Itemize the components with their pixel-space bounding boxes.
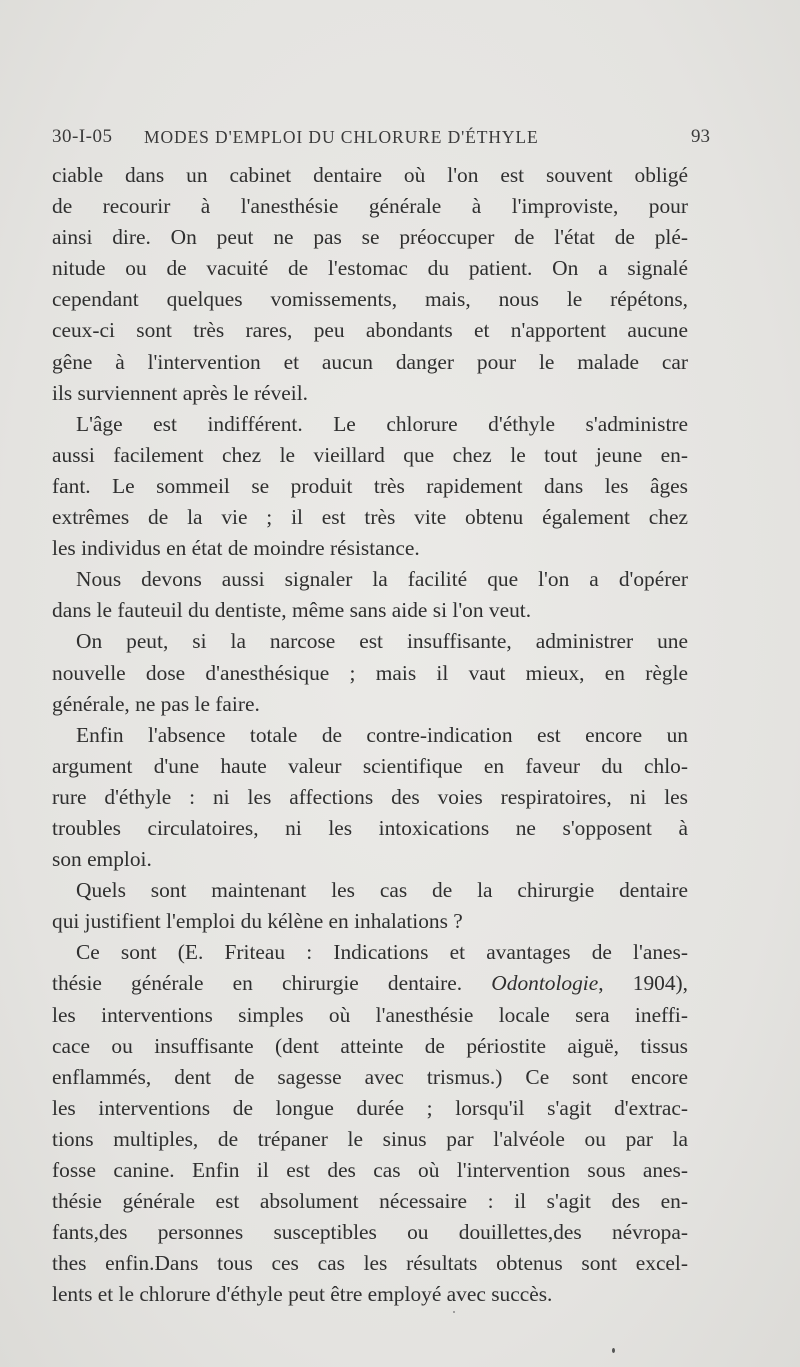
paragraph [52, 160, 688, 409]
text-line: les individus en état de moindre résistance. [52, 536, 420, 561]
text-line: On peut, si la narcose est insuffisante, administrer une [76, 629, 688, 654]
page-number: 93 [691, 126, 710, 147]
text-line: les interventions simples où l'anesthésie locale sera ineffi- [52, 1002, 688, 1027]
paragraph [52, 875, 688, 937]
text-line: troubles circulatoires, ni les intoxications ne s'opposent à [52, 815, 688, 840]
text-line-with-italic [52, 968, 688, 999]
paragraph [52, 409, 688, 564]
text-line: fant. Le sommeil se produit très rapidement dans les âges [52, 473, 688, 498]
text-line: Enfin l'absence totale de contre-indication est encore un [76, 722, 688, 747]
text-line: ils surviennent après le réveil. [52, 380, 309, 405]
text-line: ciable dans un cabinet dentaire où l'on est souvent obligé [52, 163, 688, 187]
text-line: son emploi. [52, 847, 152, 872]
text-line: lents et le chlorure d'éthyle peut être employé avec succès. [52, 1282, 553, 1307]
text-line: qui justifient l'emploi du kélène en inhalations ? [52, 909, 463, 934]
text-line: L'âge est indifférent. Le chlorure d'éthyle s'administre [76, 411, 688, 436]
text-line: thes enfin.Dans tous ces cas les résultats obtenus sont excel- [52, 1251, 688, 1276]
text-line: rure d'éthyle : ni les affections des voies respiratoires, ni les [52, 784, 688, 809]
paragraph [52, 720, 688, 875]
text-line: cependant quelques vomissements, mais, nous le répétons, [52, 287, 688, 312]
text-run: , 1904), [598, 971, 688, 996]
text-line: nitude ou de vacuité de l'estomac du patient. On a signalé [52, 256, 688, 281]
text-line: enflammés, dent de sagesse avec trismus.) Ce sont encore [52, 1064, 688, 1089]
text-line: extrêmes de la vie ; il est très vite obtenu également chez [52, 505, 688, 530]
text-line: les interventions de longue durée ; lorsqu'il s'agit d'extrac- [52, 1095, 688, 1120]
text-line: dans le fauteuil du dentiste, même sans aide si l'on veut. [52, 598, 532, 623]
text-line: de recourir à l'anesthésie générale à l'improviste, pour [52, 194, 688, 219]
text-line: gêne à l'intervention et aucun danger pour le malade car [52, 349, 688, 374]
text-line: Ce sont (E. Friteau : Indications et avantages de l'anes- [76, 940, 688, 965]
text-line: fosse canine. Enfin il est des cas où l'intervention sous anes- [52, 1158, 688, 1182]
text-line: ainsi dire. On peut ne pas se préoccuper de l'état de plé- [52, 225, 688, 250]
body-text [52, 160, 688, 1310]
paragraph [52, 564, 688, 626]
text-line: tions multiples, de trépaner le sinus par l'alvéole ou par la [52, 1126, 688, 1151]
text-run: thésie générale en chirurgie dentaire. [52, 971, 492, 996]
paragraph [52, 937, 688, 1310]
text-line: aussi facilement chez le vieillard que chez le tout jeune en- [52, 442, 688, 467]
header-date: 30-I-05 [52, 126, 113, 147]
text-line: Nous devons aussi signaler la facilité que l'on a d'opérer [76, 567, 688, 592]
text-line: argument d'une haute valeur scientifique en faveur du chlo- [52, 753, 688, 778]
paper-speck [453, 1311, 455, 1313]
header-title: MODES D'EMPLOI DU CHLORURE D'ÉTHYLE [144, 127, 539, 147]
text-line: cace ou insuffisante (dent atteinte de périostite aiguë, tissus [52, 1033, 688, 1058]
paragraph [52, 626, 688, 719]
running-head [52, 126, 710, 156]
paper-speck [612, 1348, 615, 1353]
text-line: nouvelle dose d'anesthésique ; mais il vaut mieux, en règle [52, 660, 688, 685]
text-line: fants,des personnes susceptibles ou douillettes,des névropa- [52, 1220, 688, 1245]
text-line: ceux-ci sont très rares, peu abondants et n'apportent aucune [52, 318, 688, 343]
journal-title: Odontologie [491, 971, 599, 996]
text-line: générale, ne pas le faire. [52, 691, 260, 716]
text-line: Quels sont maintenant les cas de la chirurgie dentaire [76, 878, 688, 903]
text-line: thésie générale est absolument nécessaire : il s'agit des en- [52, 1189, 688, 1214]
